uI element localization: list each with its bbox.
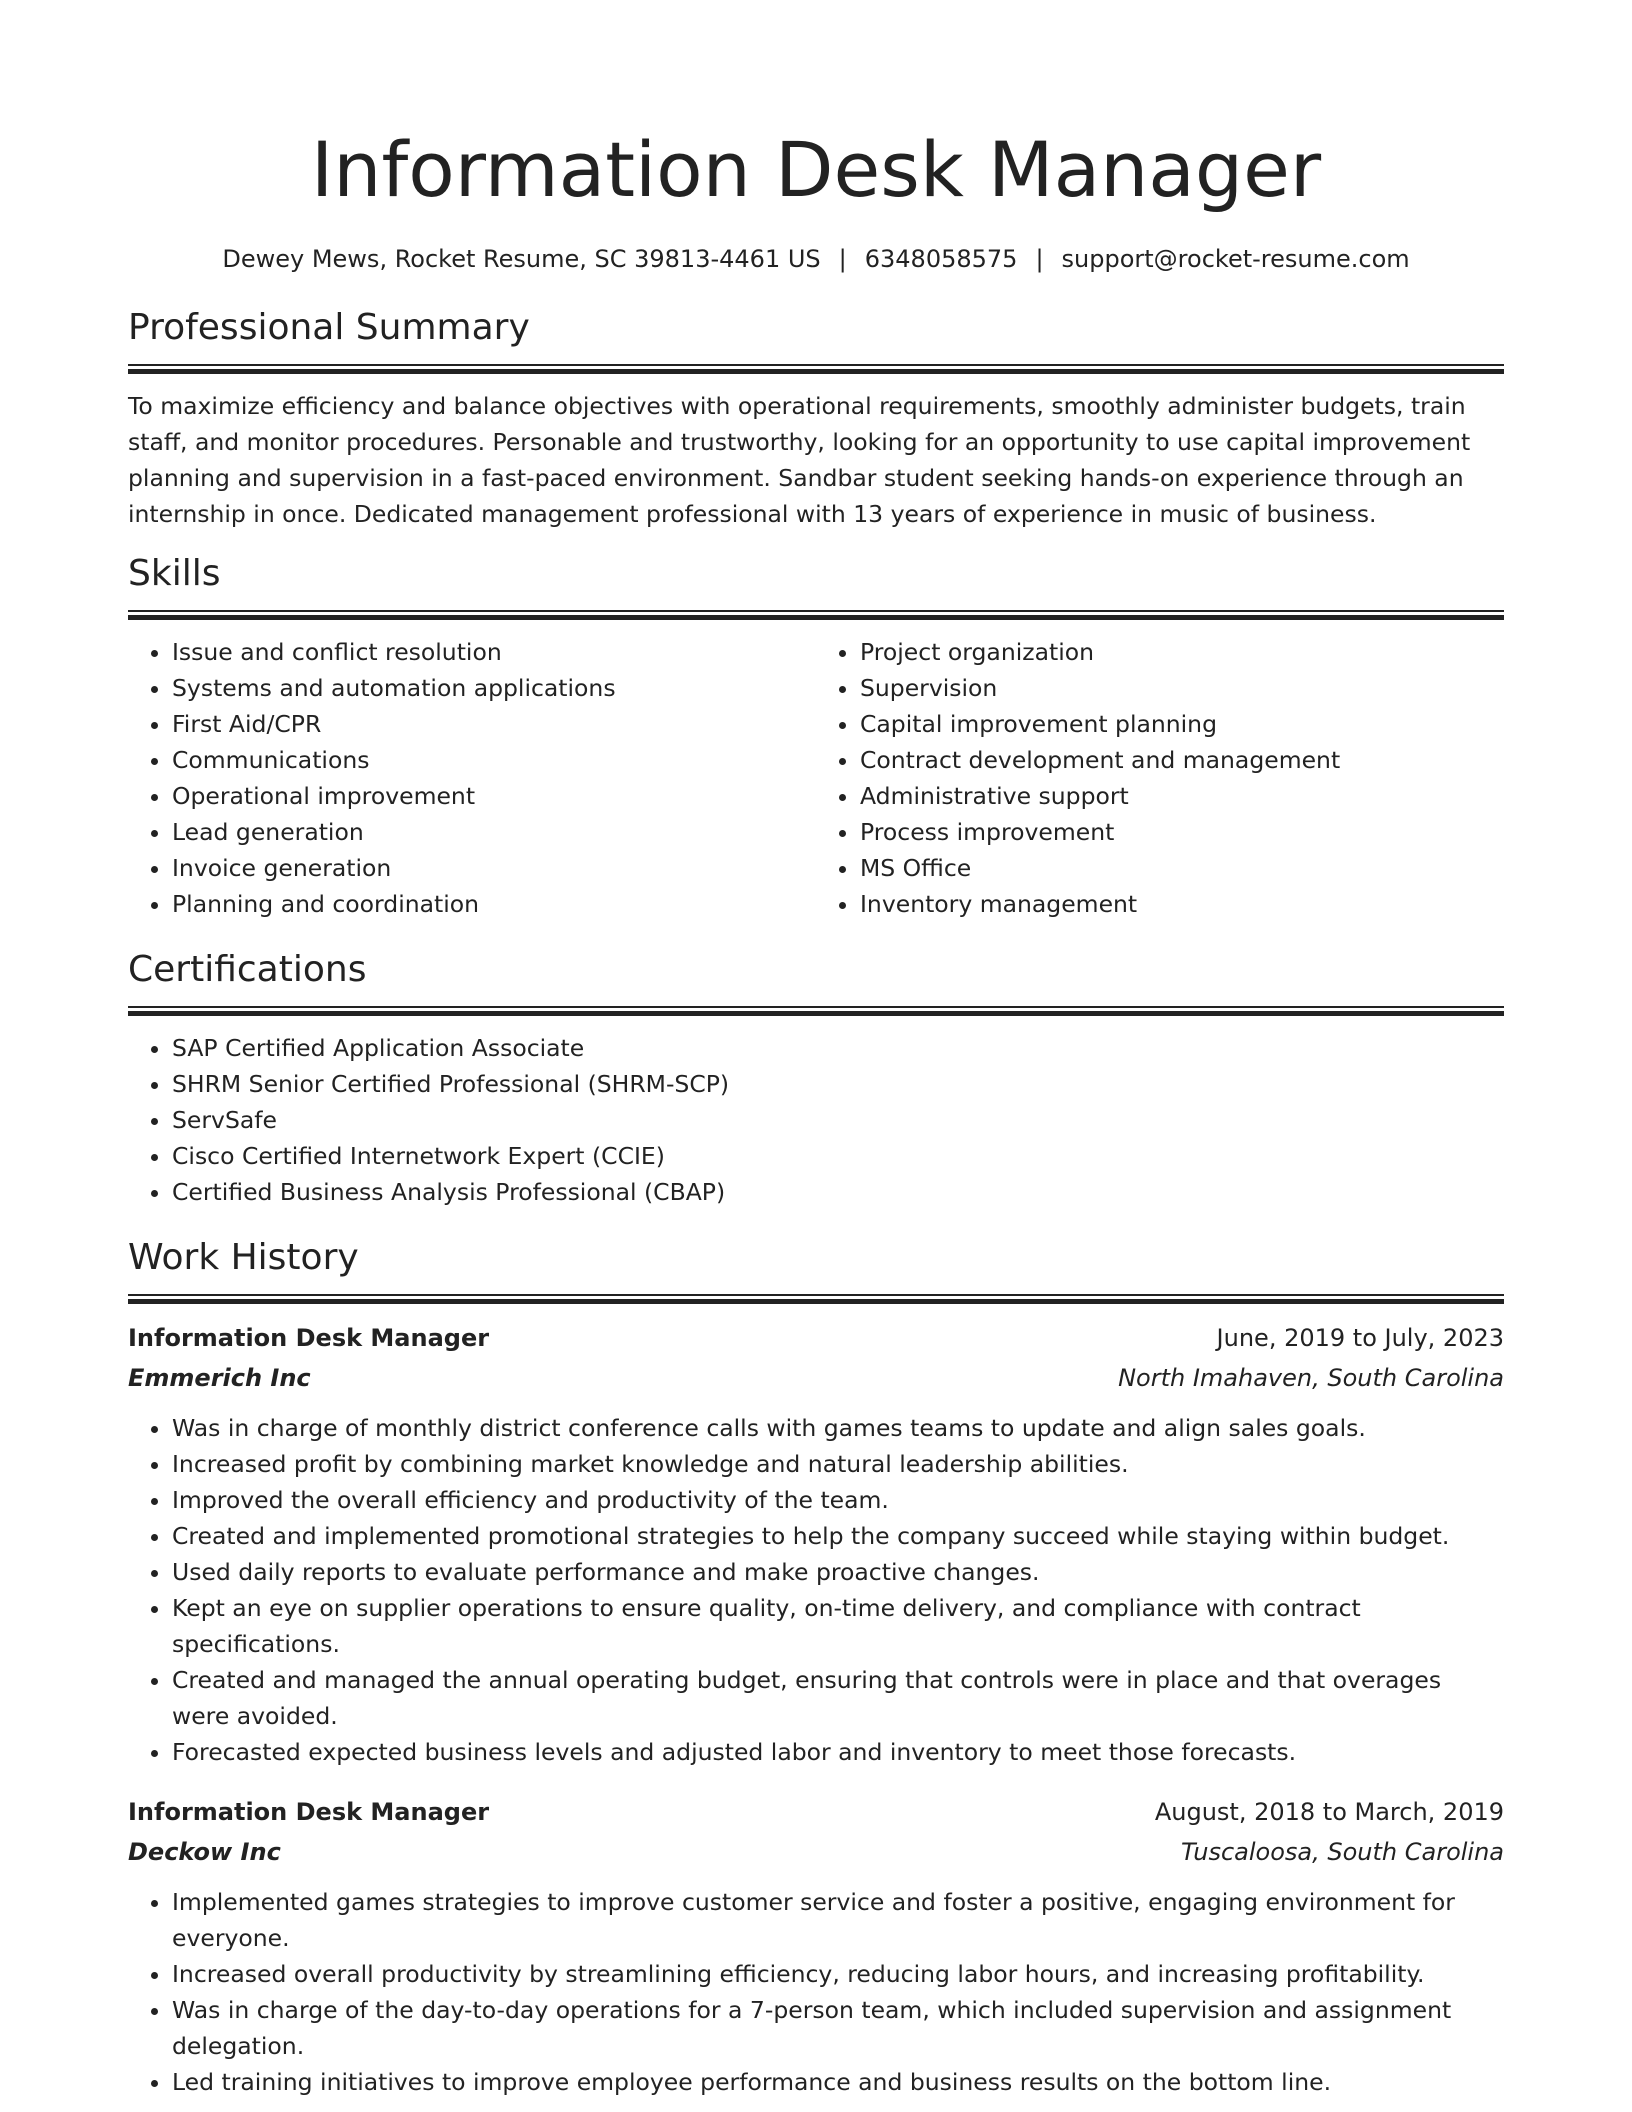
section-divider xyxy=(128,1006,1504,1016)
job-bullet: • Implemented games strategies to improve customer service and foster a positive, engaging environment for everyone. xyxy=(172,1884,1504,1956)
job-bullets xyxy=(128,1410,1504,1770)
skill-item: • Supervision xyxy=(860,670,1504,706)
skills-grid xyxy=(128,634,1504,922)
job-bullet: • Forecasted expected business levels and adjusted labor and inventory to meet those forecasts. xyxy=(172,1734,1504,1770)
skill-item: • Inventory management xyxy=(860,886,1504,922)
job-entry xyxy=(128,1792,1504,2100)
summary-heading: Professional Summary xyxy=(128,307,530,348)
contact-separator: | xyxy=(1035,245,1044,273)
job-bullet: • Was in charge of monthly district conference calls with games teams to update and align sales goals. xyxy=(172,1410,1504,1446)
certification-item: • Cisco Certified Internetwork Expert (CCIE) xyxy=(172,1138,1504,1174)
section-divider xyxy=(128,364,1504,374)
job-entry xyxy=(128,1318,1504,1770)
job-location: Tuscaloosa, South Carolina xyxy=(1180,1838,1504,1866)
skill-item: • Invoice generation xyxy=(172,850,816,886)
job-bullet: • Led training initiatives to improve employee performance and business results on the bottom line. xyxy=(172,2064,1504,2100)
job-header-row xyxy=(128,1318,1504,1358)
job-location: North Imahaven, South Carolina xyxy=(1118,1364,1504,1392)
section-divider xyxy=(128,1294,1504,1304)
skill-item: • Issue and conflict resolution xyxy=(172,634,816,670)
certification-item: • ServSafe xyxy=(172,1102,1504,1138)
job-title: Information Desk Manager xyxy=(128,1324,490,1352)
contact-address: Dewey Mews, Rocket Resume, SC 39813-4461 US xyxy=(222,245,821,273)
skill-item: • First Aid/CPR xyxy=(172,706,816,742)
job-bullet: • Increased profit by combining market knowledge and natural leadership abilities. xyxy=(172,1446,1504,1482)
summary-text: To maximize efficiency and balance objectives with operational requirements, smoothly administer budgets, train staff, and monitor procedures. Personable and trustworthy, looking for an opportunity to use capital improvement planning and supervision in a fast-paced environment. Sandbar student seeking hands-on experience through an internship in once. Dedicated management professional with 13 years of experience in music of business. xyxy=(128,392,1471,528)
skill-item: • Contract development and management xyxy=(860,742,1504,778)
job-bullet: • Created and implemented promotional strategies to help the company succeed while staying within budget. xyxy=(172,1518,1504,1554)
job-company-row xyxy=(128,1832,1504,1872)
skill-item: • Lead generation xyxy=(172,814,816,850)
job-title: Information Desk Manager xyxy=(128,1798,490,1826)
skills-list-right xyxy=(816,634,1504,922)
job-bullets xyxy=(128,1884,1504,2100)
skill-item: • Capital improvement planning xyxy=(860,706,1504,742)
certifications-section xyxy=(128,946,1504,1210)
certification-item: • Certified Business Analysis Professional (CBAP) xyxy=(172,1174,1504,1210)
job-bullet: • Was in charge of the day-to-day operations for a 7-person team, which included supervision and assignment delegation. xyxy=(172,1992,1504,2064)
skill-item: • Project organization xyxy=(860,634,1504,670)
skill-item: • Operational improvement xyxy=(172,778,816,814)
certification-item: • SHRM Senior Certified Professional (SHRM-SCP) xyxy=(172,1066,1504,1102)
job-header-row xyxy=(128,1792,1504,1832)
skills-section xyxy=(128,550,1504,922)
job-bullet: • Used daily reports to evaluate performance and make proactive changes. xyxy=(172,1554,1504,1590)
summary-section xyxy=(128,304,1504,532)
job-company-row xyxy=(128,1358,1504,1398)
contact-email: support@rocket-resume.com xyxy=(1061,245,1410,273)
section-divider xyxy=(128,610,1504,620)
contact-separator: | xyxy=(838,245,847,273)
contact-line xyxy=(128,242,1504,276)
certification-item: • SAP Certified Application Associate xyxy=(172,1030,1504,1066)
skill-item: • Communications xyxy=(172,742,816,778)
job-bullet: • Kept an eye on supplier operations to ensure quality, on-time delivery, and compliance with contract specifications. xyxy=(172,1590,1504,1662)
job-bullet: • Improved the overall efficiency and productivity of the team. xyxy=(172,1482,1504,1518)
job-bullet: • Increased overall productivity by streamlining efficiency, reducing labor hours, and increasing profitability. xyxy=(172,1956,1504,1992)
job-dates: August, 2018 to March, 2019 xyxy=(1154,1798,1504,1826)
contact-phone: 6348058575 xyxy=(864,245,1018,273)
skills-list-left xyxy=(128,634,816,922)
skill-item: • Planning and coordination xyxy=(172,886,816,922)
skill-item: • MS Office xyxy=(860,850,1504,886)
job-dates: June, 2019 to July, 2023 xyxy=(1216,1324,1504,1352)
job-bullet: • Created and managed the annual operating budget, ensuring that controls were in place and that overages were avoided. xyxy=(172,1662,1504,1734)
job-company: Emmerich Inc xyxy=(128,1364,311,1392)
skill-item: • Administrative support xyxy=(860,778,1504,814)
skill-item: • Process improvement xyxy=(860,814,1504,850)
certifications-heading: Certifications xyxy=(128,949,367,990)
work-history-section xyxy=(128,1234,1504,2100)
resume-name: Information Desk Manager xyxy=(310,125,1322,214)
work-history-heading: Work History xyxy=(128,1237,359,1278)
skill-item: • Systems and automation applications xyxy=(172,670,816,706)
certifications-list xyxy=(128,1030,1504,1210)
job-company: Deckow Inc xyxy=(128,1838,281,1866)
skills-heading: Skills xyxy=(128,553,221,594)
